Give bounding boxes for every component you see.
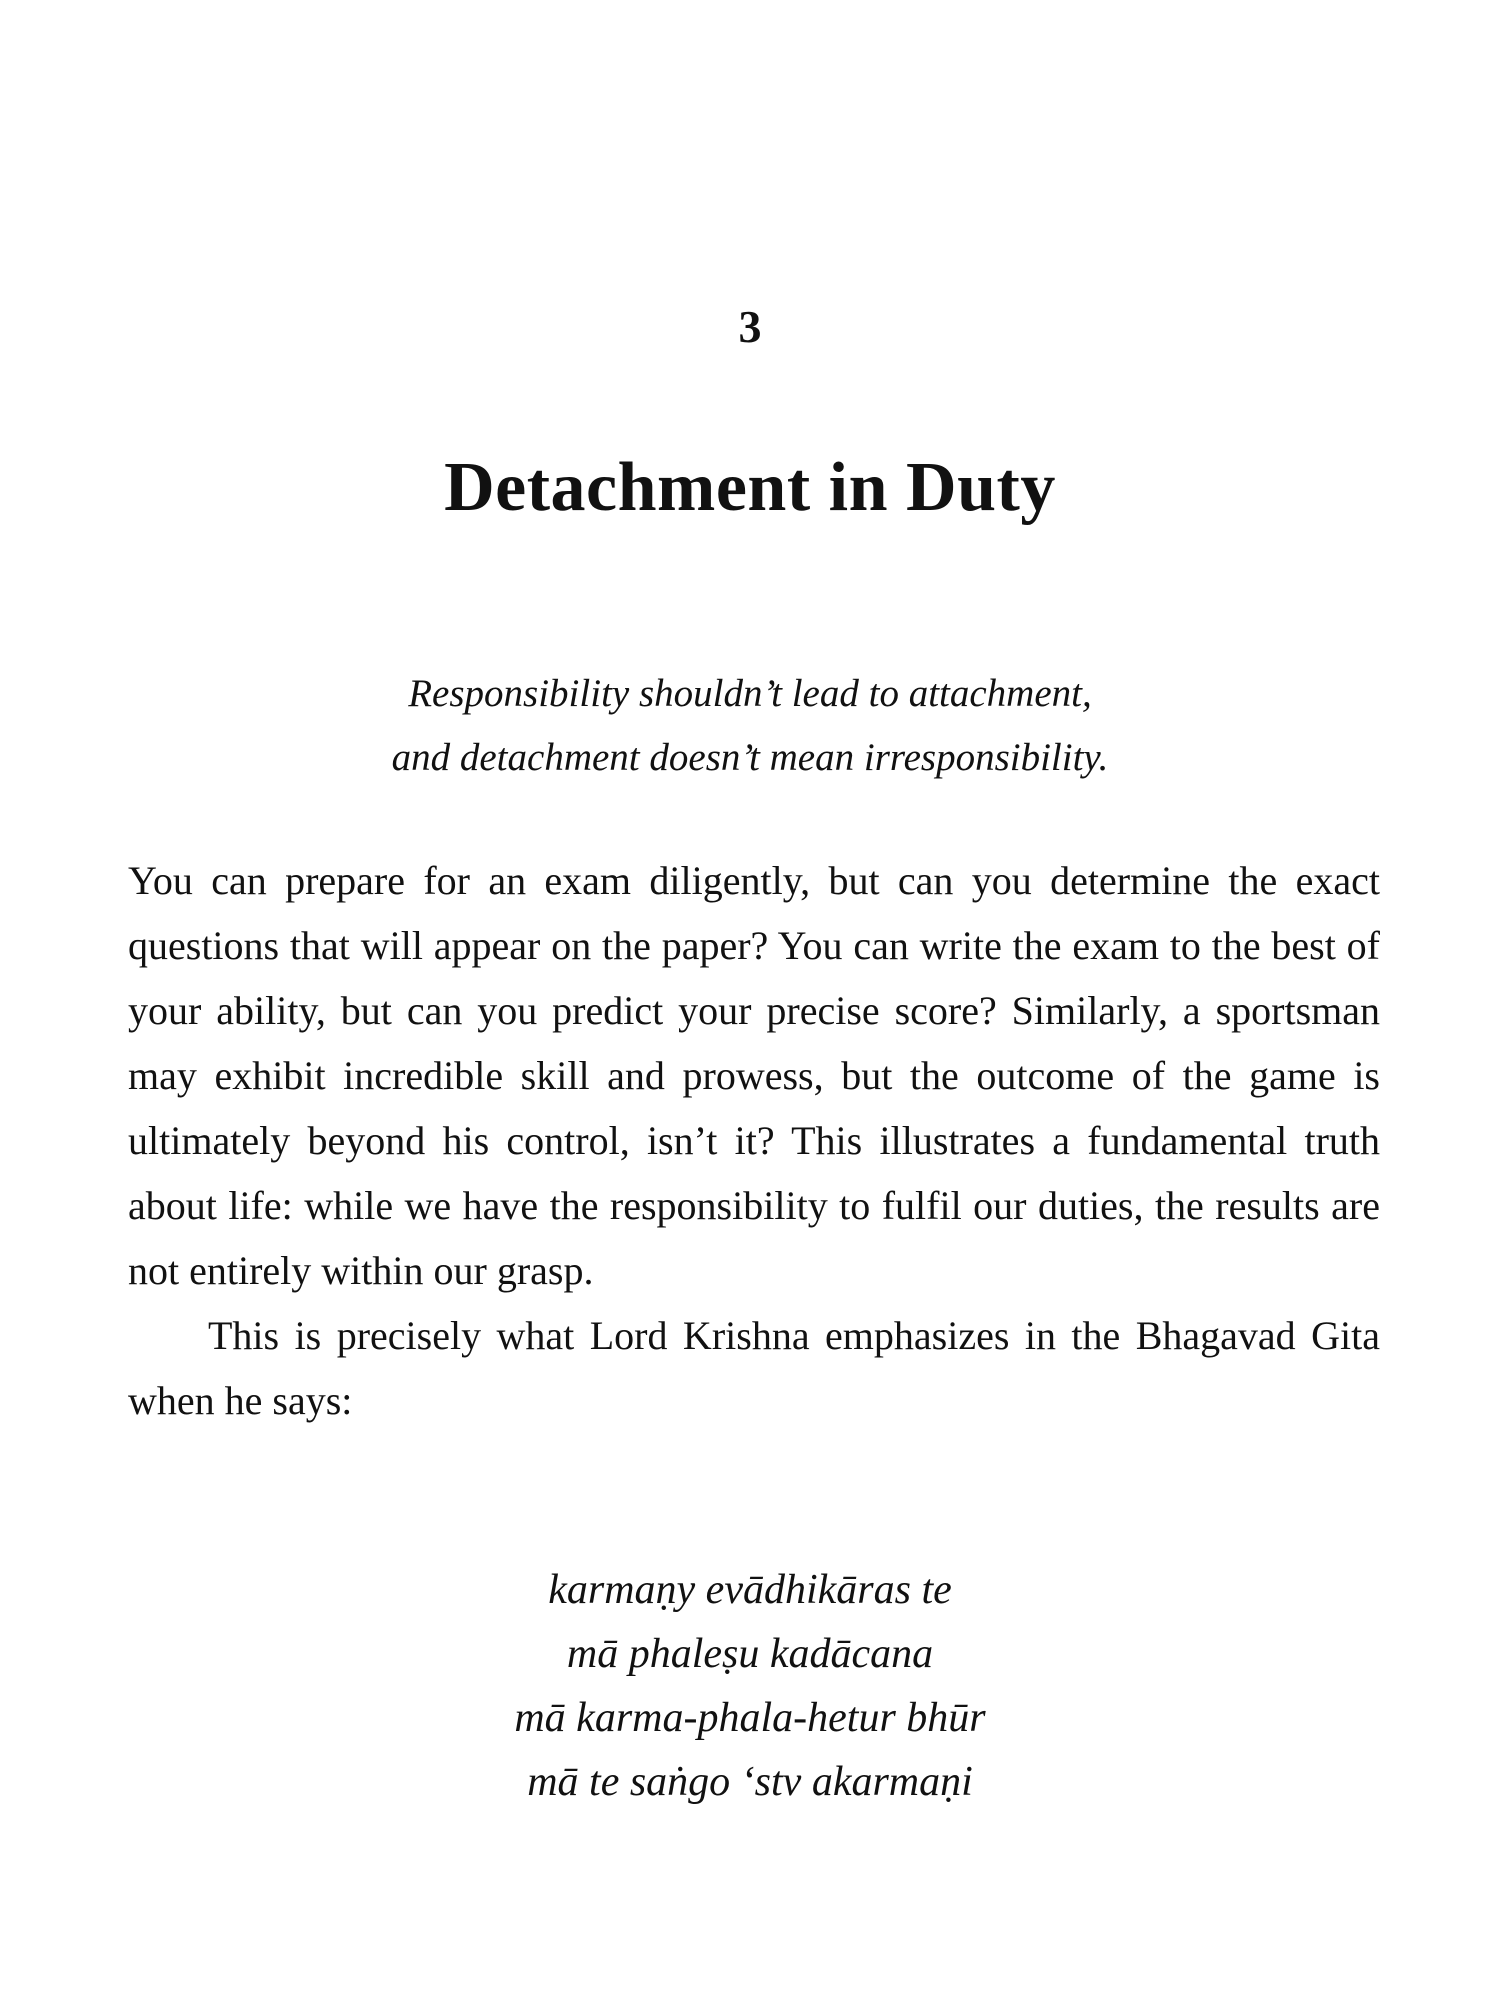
chapter-number: 3	[738, 301, 762, 352]
body-paragraph: You can prepare for an exam diligently, but can you determine the exact questions that will appear on the paper? You can write the exam to the best of your ability, but can you predict your precise score? Similarly, a sportsman may exhibit incredible skill and prowess, but the outcome of the game is ultimately beyond his control, isn’t it? This illustrates a fundamental truth about life: while we have the responsibility to fulfil our duties, the results are not entirely within our grasp.	[128, 858, 1380, 1293]
verse-line: mā karma-phala-hetur bhūr	[514, 1695, 986, 1741]
verse-line: mā phaleṣu kadācana	[566, 1631, 934, 1677]
body-paragraph: This is precisely what Lord Krishna emphasizes in the Bhagavad Gita when he says:	[128, 1313, 1380, 1423]
verse-line: mā te saṅgo ‘stv akarmaṇi	[527, 1759, 973, 1805]
epigraph	[0, 662, 1500, 790]
epigraph-line: and detachment doesn’t mean irresponsibility.	[391, 736, 1109, 779]
epigraph-line: Responsibility shouldn’t lead to attachment,	[408, 672, 1092, 715]
chapter-title: Detachment in Duty	[444, 449, 1056, 526]
verse-line: karmaṇy evādhikāras te	[548, 1567, 952, 1613]
sanskrit-verse	[0, 1558, 1500, 1814]
body-text	[128, 848, 1380, 1433]
